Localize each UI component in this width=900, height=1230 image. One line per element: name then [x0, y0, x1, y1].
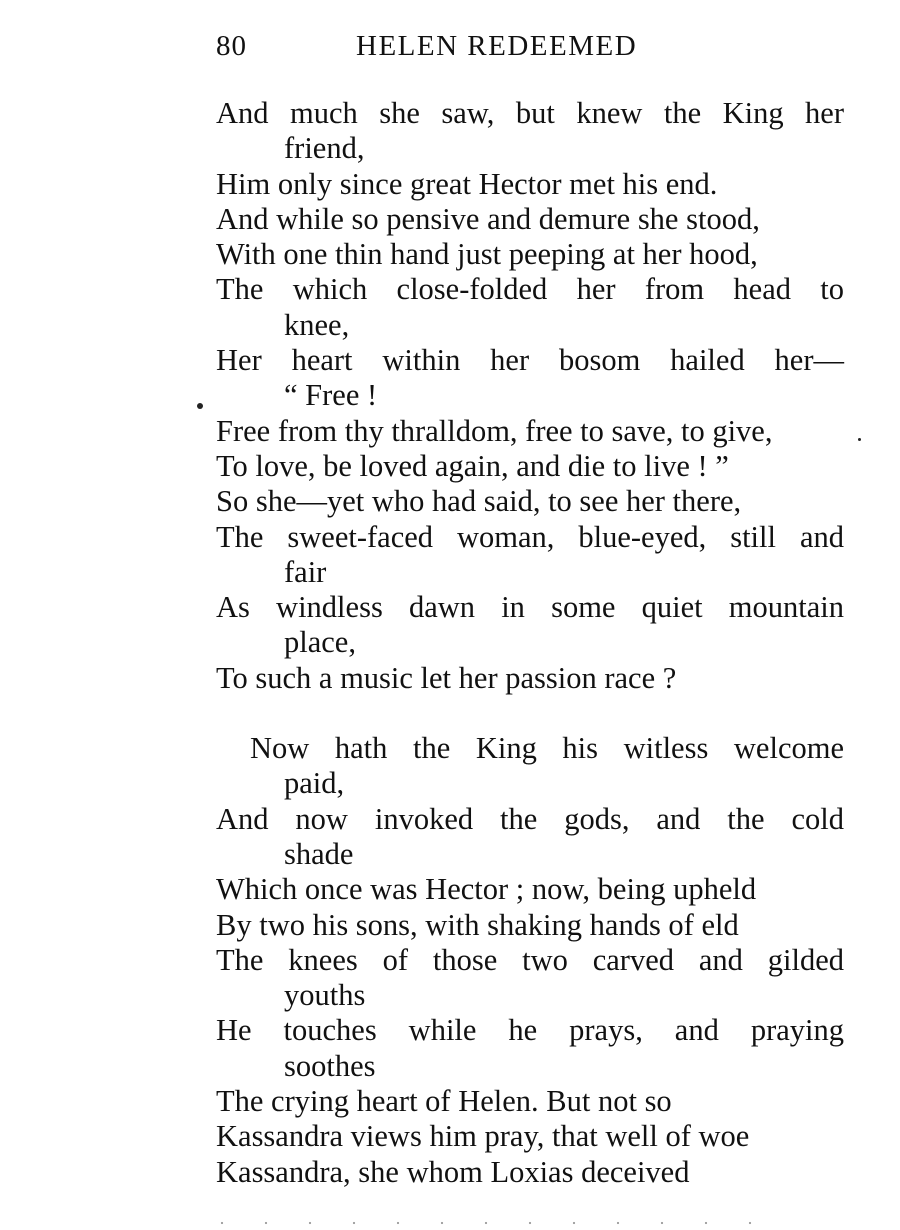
stanza-1 — [216, 96, 844, 696]
verse-line: Free from thy thralldom, free to save, to give, — [216, 413, 773, 448]
poem-text — [216, 96, 844, 1190]
verse-line-continuation: “ Free ! — [284, 378, 378, 413]
verse-line: To love, be loved again, and die to live ! ” — [216, 448, 729, 483]
running-title: HELEN REDEEMED — [356, 30, 638, 62]
verse-line-continuation: friend, — [284, 131, 365, 166]
verse-line: Him only since great Hector met his end. — [216, 166, 718, 201]
verse-line: Kassandra views him pray, that well of woe — [216, 1119, 750, 1154]
verse-line: As windless dawn in some quiet mountain — [216, 590, 844, 625]
verse-line-continuation: shade — [284, 836, 354, 871]
verse-line: Her heart within her bosom hailed her— — [216, 343, 844, 378]
verse-line: Kassandra, she whom Loxias deceived — [216, 1154, 690, 1189]
verse-line: To such a music let her passion race ? — [216, 660, 677, 695]
verse-line: The sweet-faced woman, blue-eyed, still and — [216, 519, 844, 554]
verse-line: So she—yet who had said, to see her there, — [216, 484, 742, 519]
verse-line: Which once was Hector ; now, being upheld — [216, 872, 757, 907]
stanza-break — [216, 696, 844, 731]
verse-line: And much she saw, but knew the King her — [216, 96, 844, 130]
verse-line: The knees of those two carved and gilded — [216, 942, 844, 977]
ink-speck — [197, 403, 203, 409]
ink-speck — [858, 438, 861, 441]
verse-line: And while so pensive and demure she stood, — [216, 201, 760, 236]
verse-line-continuation: fair — [284, 554, 327, 589]
verse-line: And now invoked the gods, and the cold — [216, 801, 844, 836]
verse-line-continuation: knee, — [284, 307, 350, 342]
verse-line-continuation: paid, — [284, 766, 345, 801]
page-header — [216, 30, 716, 74]
verse-line: The which close-folded her from head to — [216, 272, 844, 307]
page-number: 80 — [216, 30, 247, 62]
verse-line-continuation: soothes — [284, 1048, 376, 1083]
verse-line: The crying heart of Helen. But not so — [216, 1084, 672, 1119]
verse-line: With one thin hand just peeping at her hood, — [216, 237, 758, 272]
scan-noise-dots — [200, 1221, 760, 1225]
verse-line-continuation: youths — [284, 978, 366, 1013]
verse-line: Now hath the King his witless welcome — [250, 731, 844, 766]
verse-line-continuation: place, — [284, 625, 356, 660]
verse-line: He touches while he prays, and praying — [216, 1013, 844, 1048]
verse-line: By two his sons, with shaking hands of eld — [216, 907, 739, 942]
stanza-2 — [216, 731, 844, 1190]
